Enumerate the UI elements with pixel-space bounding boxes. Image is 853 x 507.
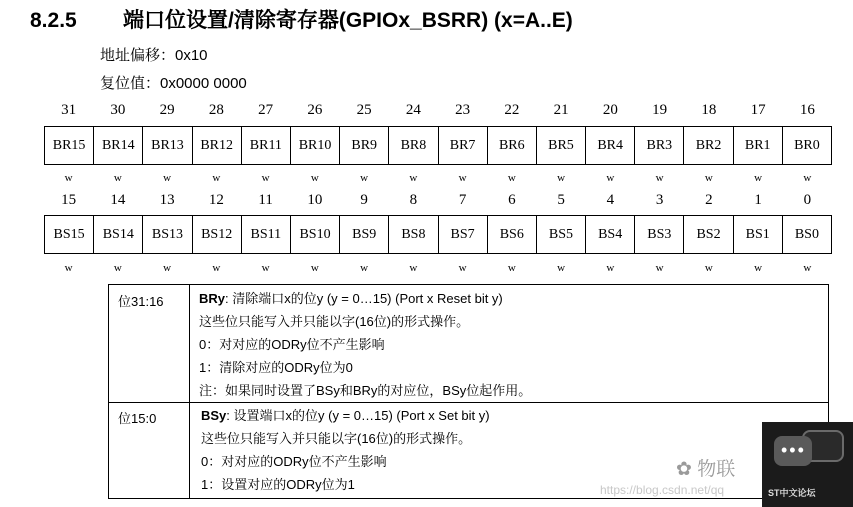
field-name: BSy bbox=[201, 408, 227, 423]
description-line: 这些位只能写入并只能以字(16位)的形式操作。 bbox=[201, 431, 472, 446]
bit-number: 18 bbox=[701, 102, 717, 118]
bit-number: 23 bbox=[455, 102, 471, 118]
access-type: w bbox=[163, 262, 172, 274]
bit-number: 4 bbox=[606, 192, 615, 208]
watermark-url: https://blog.csdn.net/qq bbox=[600, 483, 725, 497]
access-type: w bbox=[113, 172, 122, 184]
register-field-cell: BS15 bbox=[45, 216, 94, 253]
field-summary: : 设置端口x的位y (y = 0…15) (Port x Set bit y) bbox=[226, 408, 490, 423]
forum-logo bbox=[762, 422, 853, 507]
bit-number: 7 bbox=[458, 192, 467, 208]
column-divider bbox=[189, 402, 190, 498]
register-field-cell: BS12 bbox=[193, 216, 242, 253]
bit-number: 17 bbox=[750, 102, 766, 118]
access-type: w bbox=[655, 172, 664, 184]
field-name: BRy bbox=[199, 291, 226, 306]
description-line: 0：对对应的ODRy位不产生影响 bbox=[201, 454, 387, 469]
access-type: w bbox=[212, 172, 221, 184]
upper-access-row bbox=[44, 172, 832, 184]
access-type: w bbox=[803, 172, 812, 184]
access-type: w bbox=[458, 262, 467, 274]
register-field-cell: BR14 bbox=[94, 127, 143, 164]
register-field-cell: BS3 bbox=[635, 216, 684, 253]
logo-text: ST中文论坛 bbox=[768, 488, 816, 498]
register-field-cell: BS14 bbox=[94, 216, 143, 253]
register-field-cell: BR2 bbox=[684, 127, 733, 164]
bit-number: 12 bbox=[208, 192, 224, 208]
bit-number: 30 bbox=[110, 102, 126, 118]
register-field-cell: BS5 bbox=[537, 216, 586, 253]
access-type: w bbox=[310, 262, 319, 274]
register-field-cell: BR3 bbox=[635, 127, 684, 164]
bit-number: 14 bbox=[110, 192, 126, 208]
register-field-cell: BR6 bbox=[488, 127, 537, 164]
access-type: w bbox=[360, 172, 369, 184]
register-field-cell: BR4 bbox=[586, 127, 635, 164]
reset-value: 复位值：0x0000 0000 bbox=[100, 75, 247, 92]
description-text bbox=[201, 407, 822, 499]
access-type: w bbox=[409, 262, 418, 274]
access-type: w bbox=[557, 172, 566, 184]
address-offset: 地址偏移：0x10 bbox=[100, 47, 208, 64]
access-type: w bbox=[704, 262, 713, 274]
access-type: w bbox=[704, 172, 713, 184]
access-type: w bbox=[557, 262, 566, 274]
description-note: 注：如果同时设置了BSy和BRy的对应位，BSy位起作用。 bbox=[199, 383, 532, 398]
register-field-cell: BS1 bbox=[734, 216, 783, 253]
bit-number: 2 bbox=[705, 192, 713, 208]
access-type: w bbox=[754, 172, 763, 184]
section-heading bbox=[30, 4, 573, 34]
access-type: w bbox=[310, 172, 319, 184]
bit-number: 10 bbox=[307, 192, 323, 208]
register-field-cell: BS0 bbox=[794, 226, 819, 242]
access-type: w bbox=[458, 172, 467, 184]
access-type: w bbox=[409, 172, 418, 184]
upper-bit-numbers bbox=[44, 102, 832, 119]
bit-number: 0 bbox=[803, 192, 812, 208]
access-type: w bbox=[507, 262, 516, 274]
bit-number: 26 bbox=[307, 102, 323, 118]
register-field-cell: BR12 bbox=[193, 127, 242, 164]
access-type: w bbox=[113, 262, 122, 274]
lower-access-row bbox=[44, 262, 832, 274]
bit-number: 1 bbox=[754, 192, 762, 208]
register-field-cell: BR9 bbox=[340, 127, 389, 164]
bit-number: 8 bbox=[409, 192, 418, 208]
field-summary: : 清除端口x的位y (y = 0…15) (Port x Reset bit y) bbox=[225, 291, 503, 306]
bit-number: 28 bbox=[208, 102, 224, 118]
register-field-cell: BR0 bbox=[794, 137, 820, 153]
column-divider bbox=[189, 285, 190, 402]
access-type: w bbox=[64, 262, 73, 274]
bit-number: 15 bbox=[61, 192, 77, 208]
bit-number: 3 bbox=[655, 192, 664, 208]
bit-number: 21 bbox=[553, 102, 569, 118]
section-title: 端口位设置/清除寄存器(GPIOx_BSRR) (x=A..E) bbox=[123, 9, 573, 32]
upper-register-row bbox=[44, 126, 832, 165]
watermark-label: 物联 bbox=[697, 459, 736, 480]
bit-number: 25 bbox=[356, 102, 372, 118]
bit-range-label: 位31:16 bbox=[118, 294, 164, 309]
access-type: w bbox=[606, 172, 615, 184]
access-type: w bbox=[212, 262, 221, 274]
register-field-cell: BR10 bbox=[291, 127, 340, 164]
bit-range-label: 位15:0 bbox=[118, 411, 157, 426]
bit-number: 31 bbox=[61, 102, 77, 118]
lower-register-row bbox=[44, 215, 832, 254]
bit-number: 29 bbox=[159, 102, 175, 118]
register-field-cell: BS6 bbox=[488, 216, 537, 253]
bit-number: 19 bbox=[652, 102, 668, 118]
bit-number: 5 bbox=[557, 192, 565, 208]
access-type: w bbox=[655, 262, 664, 274]
access-type: w bbox=[754, 262, 763, 274]
register-field-cell: BR5 bbox=[537, 127, 586, 164]
description-heading bbox=[201, 407, 822, 430]
bit-number: 27 bbox=[258, 102, 274, 118]
register-field-cell: BS8 bbox=[389, 216, 438, 253]
register-field-cell: BS4 bbox=[586, 216, 635, 253]
ellipsis-icon: ••• bbox=[781, 440, 806, 460]
register-field-cell: BR8 bbox=[389, 127, 438, 164]
access-type: w bbox=[163, 172, 172, 184]
description-row-br bbox=[109, 285, 828, 403]
register-field-cell: BS13 bbox=[143, 216, 192, 253]
access-type: w bbox=[360, 262, 369, 274]
section-number: 8.2.5 bbox=[30, 9, 77, 32]
register-field-cell: BR7 bbox=[439, 127, 488, 164]
description-line: 1：设置对应的ODRy位为1 bbox=[201, 477, 355, 492]
bit-number: 11 bbox=[258, 192, 273, 208]
description-line: 0：对对应的ODRy位不产生影响 bbox=[199, 337, 385, 352]
register-field-cell: BS9 bbox=[340, 216, 389, 253]
access-type: w bbox=[64, 172, 73, 184]
watermark-text: ✿ 物联 bbox=[676, 459, 736, 480]
register-field-cell: BS10 bbox=[291, 216, 340, 253]
description-heading bbox=[199, 290, 822, 313]
access-type: w bbox=[261, 172, 270, 184]
access-type: w bbox=[507, 172, 516, 184]
register-field-cell: BR1 bbox=[734, 127, 783, 164]
register-field-cell: BR11 bbox=[242, 127, 291, 164]
register-field-cell: BS2 bbox=[684, 216, 733, 253]
lower-bit-numbers bbox=[44, 192, 832, 209]
bit-number: 9 bbox=[360, 192, 368, 208]
description-text bbox=[199, 290, 822, 405]
register-field-cell: BS7 bbox=[439, 216, 488, 253]
description-line: 1：清除对应的ODRy位为0 bbox=[199, 360, 353, 375]
access-type: w bbox=[803, 262, 812, 274]
bit-number: 22 bbox=[504, 102, 520, 118]
access-type: w bbox=[606, 262, 615, 274]
register-field-cell: BR15 bbox=[45, 127, 94, 164]
description-line: 这些位只能写入并只能以字(16位)的形式操作。 bbox=[199, 314, 470, 329]
access-type: w bbox=[261, 262, 270, 274]
register-field-cell: BR13 bbox=[143, 127, 192, 164]
bit-number: 6 bbox=[508, 192, 516, 208]
bit-number: 16 bbox=[799, 102, 815, 118]
bit-number: 13 bbox=[159, 192, 175, 208]
register-field-cell: BS11 bbox=[242, 216, 291, 253]
bit-number: 20 bbox=[602, 102, 618, 118]
bit-number: 24 bbox=[405, 102, 421, 118]
